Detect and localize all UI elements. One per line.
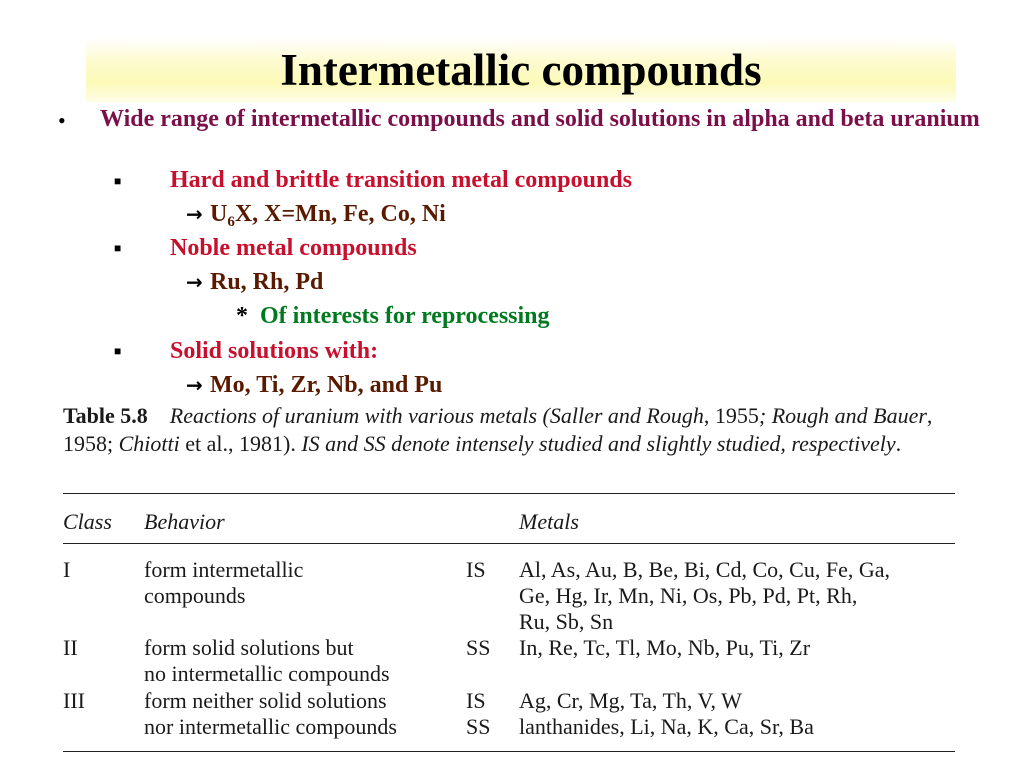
row-metals: Ge, Hg, Ir, Mn, Ni, Os, Pb, Pd, Pt, Rh, [519,583,858,608]
square-bullet: ■ [114,241,122,255]
arrow-line-u6x [186,200,446,236]
row-metals: Al, As, Au, B, Be, Bi, Cd, Co, Cu, Fe, Ga, [519,557,890,582]
table-caption [63,402,963,458]
right-arrow-icon: → [186,270,203,294]
slide-title: Intermetallic compounds [280,45,762,95]
caption-part: ; Rough and Bauer [758,403,927,428]
u6x-prefix: U [210,201,228,227]
arrow-line-mo-ti [186,371,442,399]
square-bullet: ■ [114,174,122,188]
square-bullet: ■ [114,344,122,358]
table-header-rule [63,543,955,544]
sub-bullet-noble-metals: Noble metal compounds [170,235,417,261]
caption-part: , 1955 [703,403,759,428]
u6x-subscript: 6 [227,214,235,230]
row-class: I [63,557,71,582]
u6x-suffix: X, X=Mn, Fe, Co, Ni [234,201,446,227]
caption-ref-chiotti: Chiotti [118,431,180,456]
row-behavior: compounds [144,583,246,608]
header-metals: Metals [519,509,579,534]
row-study: IS [466,557,486,582]
noble-metals-list: Ru, Rh, Pd [210,269,324,295]
row-study: IS [466,688,486,713]
sub-bullet-hard-compounds: Hard and brittle transition metal compounds [170,167,633,193]
table-top-rule [63,493,955,494]
row-behavior: form solid solutions but [144,635,354,660]
row-study: SS [466,635,491,660]
row-metals: lanthanides, Li, Na, K, Ca, Sr, Ba [519,714,814,739]
caption-part: Reactions of uranium with various metals ( [169,403,550,428]
star-line-reprocessing [236,302,550,330]
caption-part: IS and SS denote intensely studied and slightly studied, respectively [301,431,896,456]
row-behavior: no intermetallic compounds [144,661,390,686]
row-behavior: form intermetallic [144,557,304,582]
row-study: SS [466,714,491,739]
asterisk-mark: * [236,303,248,329]
table-label: Table 5.8 [63,403,148,428]
row-behavior: form neither solid solutions [144,688,387,713]
main-bullet: Wide range of intermetallic compounds and solid solutions in alpha and beta uranium [100,106,980,132]
arrow-line-ru-rh-pd [186,268,323,296]
row-metals: Ru, Sb, Sn [519,609,614,634]
reprocessing-note: Of interests for reprocessing [260,303,550,329]
caption-ref-saller: Saller and Rough [549,403,704,428]
caption-part: et al., 1981). [179,431,302,456]
right-arrow-icon: → [186,202,203,226]
header-class: Class [63,509,112,534]
row-class: II [63,635,78,660]
row-class: III [63,688,85,713]
sub-bullet-solid-solutions: Solid solutions with: [170,338,379,364]
caption-part: . [895,431,902,456]
caption-part: , 1958; [63,403,933,456]
row-metals: Ag, Cr, Mg, Ta, Th, V, W [519,688,742,713]
row-behavior: nor intermetallic compounds [144,714,397,739]
right-arrow-icon: → [186,373,203,397]
table-bottom-rule [63,751,955,752]
row-metals: In, Re, Tc, Tl, Mo, Nb, Pu, Ti, Zr [519,635,811,660]
solid-solution-metals: Mo, Ti, Zr, Nb, and Pu [210,372,443,398]
bullet-dot: • [58,108,66,133]
header-behavior: Behavior [144,509,225,534]
